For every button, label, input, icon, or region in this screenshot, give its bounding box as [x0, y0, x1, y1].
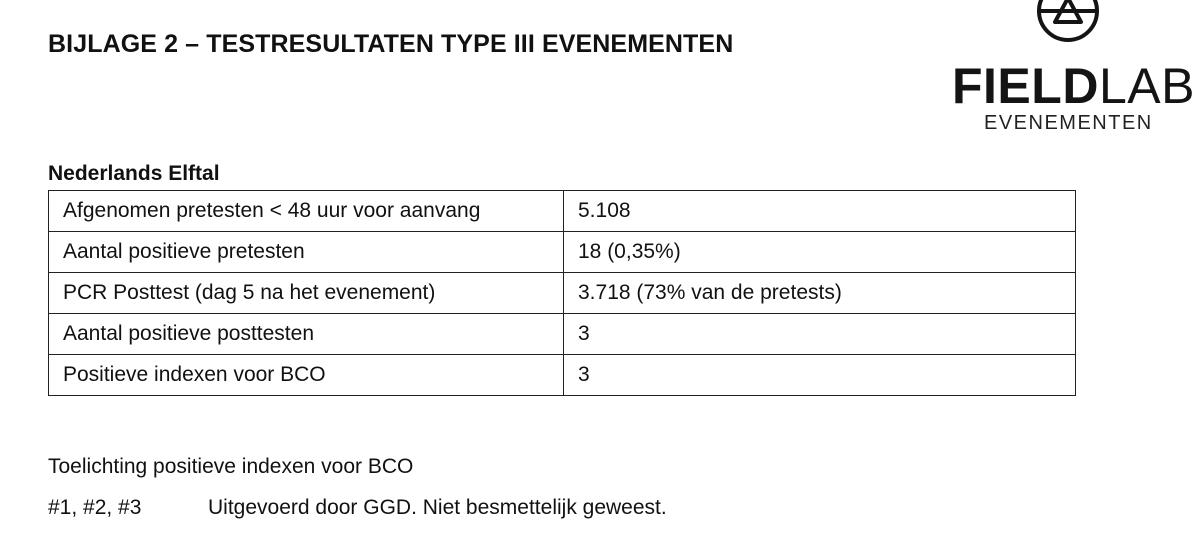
row-value: 5.108 — [564, 191, 1076, 232]
table-row — [49, 232, 1076, 273]
table-row — [49, 355, 1076, 396]
table-row — [49, 314, 1076, 355]
row-value: 3 — [564, 355, 1076, 396]
note-reference: #1, #2, #3 — [48, 496, 142, 519]
fieldlab-logo — [948, 0, 1200, 140]
logo-subtitle: EVENEMENTEN — [984, 112, 1153, 134]
section-title: Nederlands Elftal — [48, 162, 220, 185]
row-label: PCR Posttest (dag 5 na het evenement) — [49, 273, 564, 314]
row-value: 18 (0,35%) — [564, 232, 1076, 273]
logo-word-light: LAB — [1098, 58, 1195, 114]
table-row — [49, 191, 1076, 232]
table-row — [49, 273, 1076, 314]
logo-wordmark — [952, 56, 1195, 116]
page-title: BIJLAGE 2 – TESTRESULTATEN TYPE III EVENEMENTEN — [48, 30, 734, 58]
notes-title: Toelichting positieve indexen voor BCO — [48, 455, 414, 478]
results-table — [48, 190, 1076, 396]
row-label: Positieve indexen voor BCO — [49, 355, 564, 396]
row-value: 3.718 (73% van de pretests) — [564, 273, 1076, 314]
note-text: Uitgevoerd door GGD. Niet besmettelijk geweest. — [208, 496, 667, 519]
logo-word-bold: FIELD — [952, 58, 1099, 114]
row-label: Afgenomen pretesten < 48 uur voor aanvang — [49, 191, 564, 232]
row-value: 3 — [564, 314, 1076, 355]
row-label: Aantal positieve posttesten — [49, 314, 564, 355]
triangle-in-circle-icon — [1033, 0, 1103, 50]
row-label: Aantal positieve pretesten — [49, 232, 564, 273]
